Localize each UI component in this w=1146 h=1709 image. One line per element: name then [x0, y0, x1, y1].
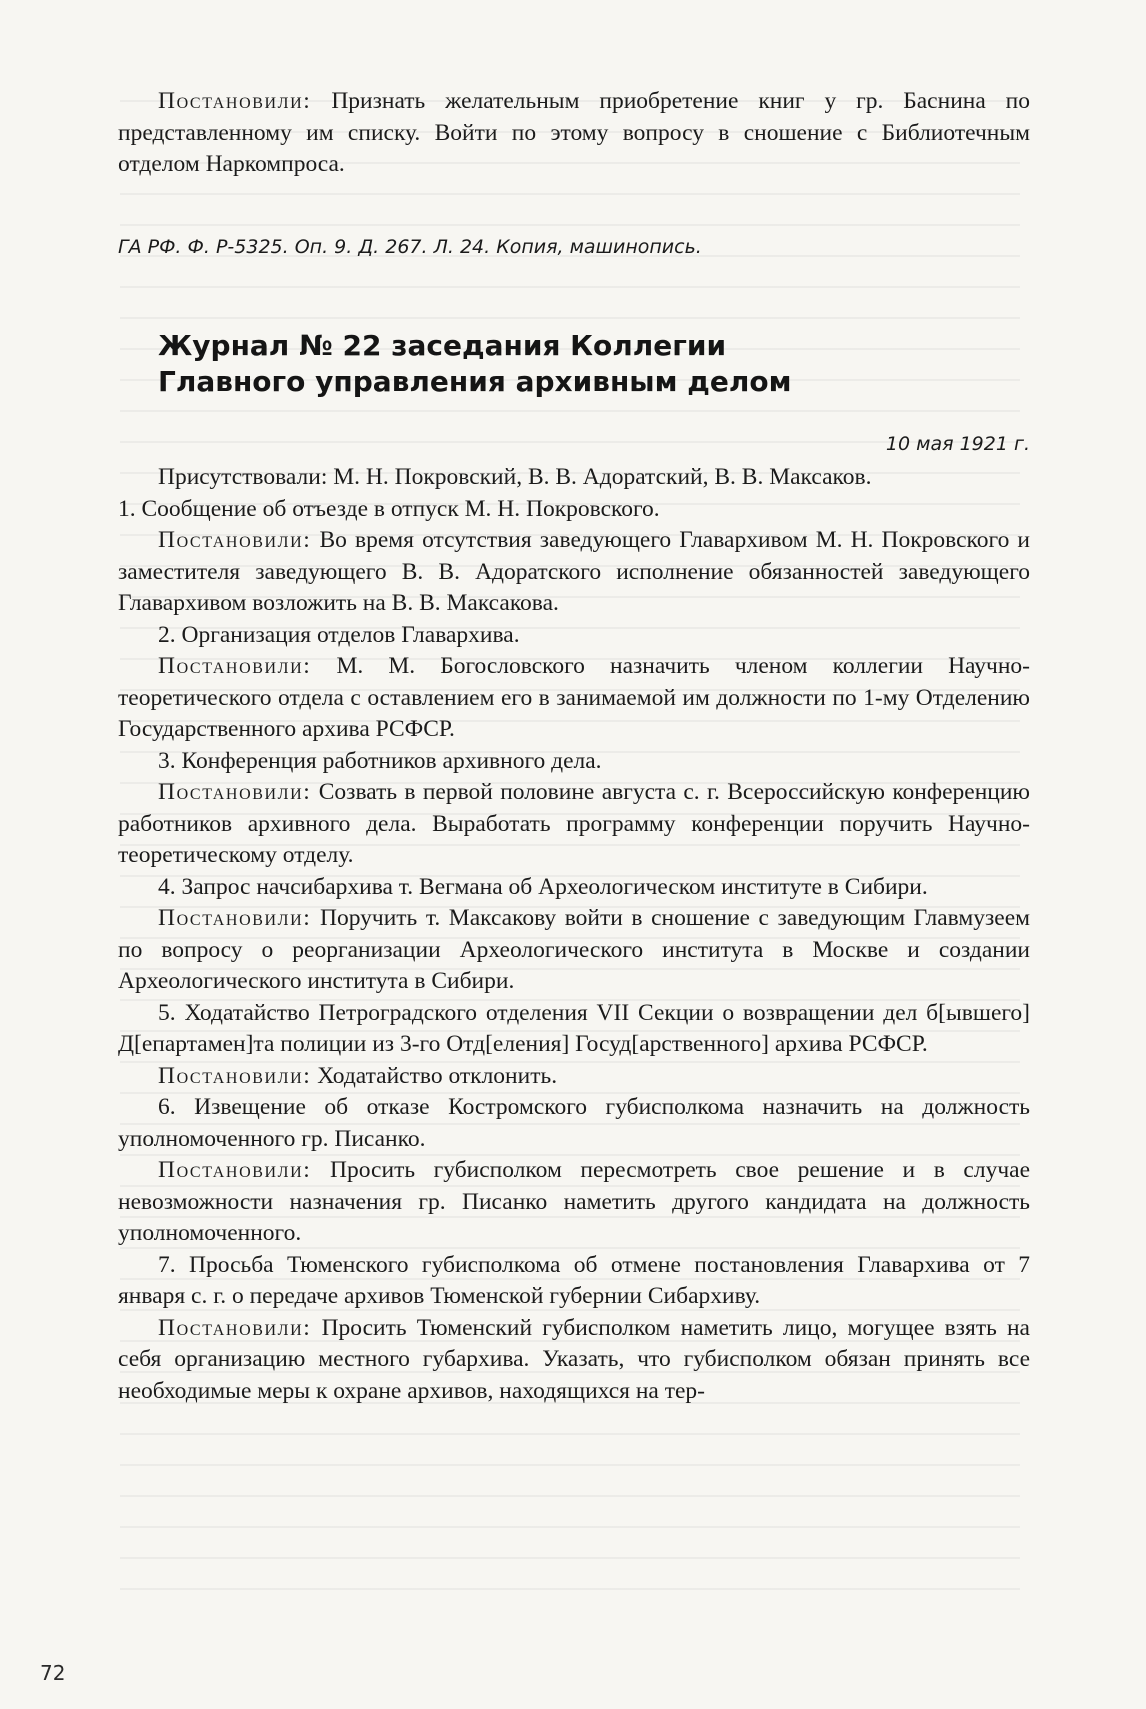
resolved-label: Постановили: [158, 905, 312, 931]
item-7-resolution [118, 1313, 1030, 1408]
item-5-resolution [118, 1061, 1030, 1093]
resolved-text: Просить губисполком пересмотреть свое решение и в случае невозможности назначения гр. Писанко наметить другого кандидата на должность уполномоченного. [118, 1157, 1030, 1246]
item-7-title: 7. Просьба Тюменского губисполкома об отмене постановления Главархива от 7 января с. г. о передаче архивов Тюменской губернии Сибархиву. [118, 1251, 1030, 1309]
resolved-label: Постановили: [158, 779, 312, 805]
heading-line-1: Журнал № 22 заседания Коллегии [158, 329, 727, 362]
item-3-resolution [118, 777, 1030, 872]
intro-resolution-paragraph [118, 86, 1030, 181]
resolved-text: Ходатайство отклонить. [317, 1062, 558, 1089]
item-2-resolution [118, 651, 1030, 746]
resolved-label: Постановили: [158, 527, 312, 553]
resolved-text: Признать желательным приобретение книг у гр. Баснина по представленному им списку. Войти по этому вопросу в сношение с Библиотечным отделом Наркомпроса. [118, 88, 1031, 177]
resolved-label: Постановили: [158, 1062, 312, 1089]
item-1-resolution [118, 525, 1030, 620]
archival-source-note: ГА РФ. Ф. Р-5325. Оп. 9. Д. 267. Л. 24. Копия, машинопись. [118, 236, 702, 258]
resolved-text: Поручить т. Максакову войти в сношение с заведующим Главмузеем по вопросу о реорганизации Археологического института в Москве и создании Археологического института в Сибири. [118, 905, 1030, 994]
item-3-title: 3. Конференция работников архивного дела. [158, 747, 602, 774]
item-6-title: 6. Извещение об отказе Костромского губисполкома назначить на должность уполномоченного гр. Писанко. [118, 1094, 1030, 1152]
document-heading [158, 328, 1018, 400]
item-5-title: 5. Ходатайство Петроградского отделения VII Секции о возвращении дел б[ывшего] Д[епартамен]та полиции из 3-го Отд[еления] Госуд[арственного] архива РСФСР. [118, 999, 1030, 1057]
item-1-title: 1. Сообщение об отъезде в отпуск М. Н. Покровского. [118, 495, 660, 522]
resolved-label: Постановили: [158, 1314, 312, 1341]
attendees: Присутствовали: М. Н. Покровский, В. В. Адоратский, В. В. Максаков. [158, 464, 872, 490]
document-date: 10 мая 1921 г. [885, 433, 1030, 455]
resolved-text: М. М. Богословского назначить членом коллегии Научно-теоретического отдела с оставлением его в занимаемой им должности по 1-му Отделению Государственного архива РСФСР. [118, 653, 1031, 742]
resolved-label: Постановили: [158, 1157, 312, 1183]
item-6-resolution [118, 1155, 1030, 1250]
intro-resolution [118, 86, 1030, 181]
resolved-text: Просить Тюменский губисполком наметить лицо, могущее взять на себя организацию местного губархива. Указать, что губисполком обязан принять все необходимые меры к охране архивов, находящихся на тер- [118, 1314, 1030, 1404]
resolved-label: Постановили: [158, 88, 312, 114]
heading-line-2: Главного управления архивным делом [158, 365, 792, 398]
resolved-label: Постановили: [158, 653, 312, 679]
journal-body [118, 462, 1030, 1407]
item-2-title: 2. Организация отделов Главархива. [158, 621, 520, 648]
resolved-text: Во время отсутствия заведующего Главархивом М. Н. Покровского и заместителя заведующего В. В. Адоратского исполнение обязанностей заведующего Главархивом возложить на В. В. Максакова. [118, 527, 1030, 616]
item-4-resolution [118, 903, 1030, 998]
resolved-text: Созвать в первой половине августа с. г. Всероссийскую конференцию работников архивного дела. Выработать программу конференции поручить Научно-теоретическому отделу. [118, 779, 1030, 868]
page-number: 72 [40, 1661, 66, 1685]
item-4-title: 4. Запрос начсибархива т. Вегмана об Археологическом институте в Сибири. [158, 873, 928, 900]
